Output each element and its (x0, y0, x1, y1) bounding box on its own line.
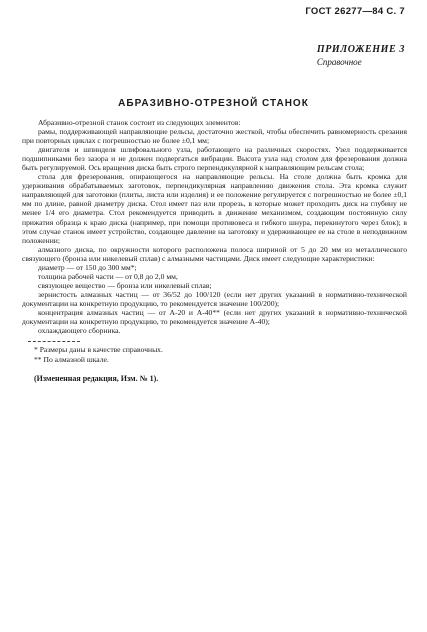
document-title: АБРАЗИВНО-ОТРЕЗНОЙ СТАНОК (118, 98, 309, 109)
edition-note: (Измененная редакция, Изм. № 1). (34, 374, 159, 384)
list-item-diameter: диаметр — от 150 до 300 мм*; (38, 262, 137, 272)
paragraph-disk: алмазного диска, по окружности которого расположена полоса шириной от 5 до 20 мм из металлического связующего (бронза или никелевый сплав) с алмазными частицами. Диск имеет следующие характеристики: (22, 244, 407, 263)
footnote-2: ** По алмазной шкале. (34, 355, 109, 365)
list-item-concentration: концентрация алмазных частиц — от А-20 и А-40** (если нет других указаний в нормативно-технической документации на конкретную продукцию, то рекомендуется значение А-40); (22, 307, 407, 327)
paragraph-intro: Абразивно-отрезной станок состоит из следующих элементов: (38, 118, 241, 127)
page-header: ГОСТ 26277—84 С. 7 (305, 6, 405, 17)
paragraph-table: стола для фрезерования, опирающегося на направляющие рельсы. На столе должна быть кромка для удерживания обрабатываемых заготовок, перпендикулярная направлению движения стола. Эта кромка служит направляющей для заготовки (плиты, листа или изделия) и ее положение регулируется с погрешностью не более ±0,1 мм по длине, равной диаметру диска. Стол имеет паз или прорезь, в которые может проходить диск на глубину не менее 1/4 его диаметра. Стол рекомендуется приводить в движение механизмом, создающим постоянную силу прижатия образца к краю диска (например, при помощи противовеса и гибкого шнура, перекинутого через блок); в этом случае станок имеет устройство, создающее давление на заготовку и удерживающее ее на столе в неподвижном положении; (22, 172, 407, 245)
paragraph-frame: рамы, поддерживающей направляющие рельсы, достаточно жесткой, чтобы обеспечить равномерность срезания при повторных циклах с погрешностью не более ±0,1 мм; (22, 127, 407, 146)
list-item-grain: зернистость алмазных частиц — от 36/52 до 100/120 (если нет других указаний в нормативно-технической документации на конкретную продукцию, то рекомендуется значение 100/200); (22, 289, 407, 308)
document-body (22, 118, 407, 383)
paragraph-motor: двигателя и шпинделя шлифовального узла, работающего на различных скоростях. Узел поддерживается подшипниками без зазора и не должен подвергаться вибрации. Высота узла над столом для фрезерования должна быть регулируемой. Ось вращения диска быть строго перпендикулярной к направляющим рельсам стола; (22, 145, 407, 173)
appendix-subtitle: Справочное (316, 57, 362, 67)
list-item-thickness: толщина рабочей части — от 0,8 до 2,0 мм, (38, 271, 178, 281)
footnote-1: * Размеры даны в качестве справочных. (34, 345, 163, 355)
paragraph-cooling: охлаждающего сборника. (38, 326, 121, 336)
appendix-block (317, 44, 405, 67)
footnote-divider (28, 341, 80, 342)
list-item-binder: связующее вещество — бронза или никелевый сплав; (38, 280, 212, 290)
appendix-title: ПРИЛОЖЕНИЕ 3 (316, 44, 405, 55)
